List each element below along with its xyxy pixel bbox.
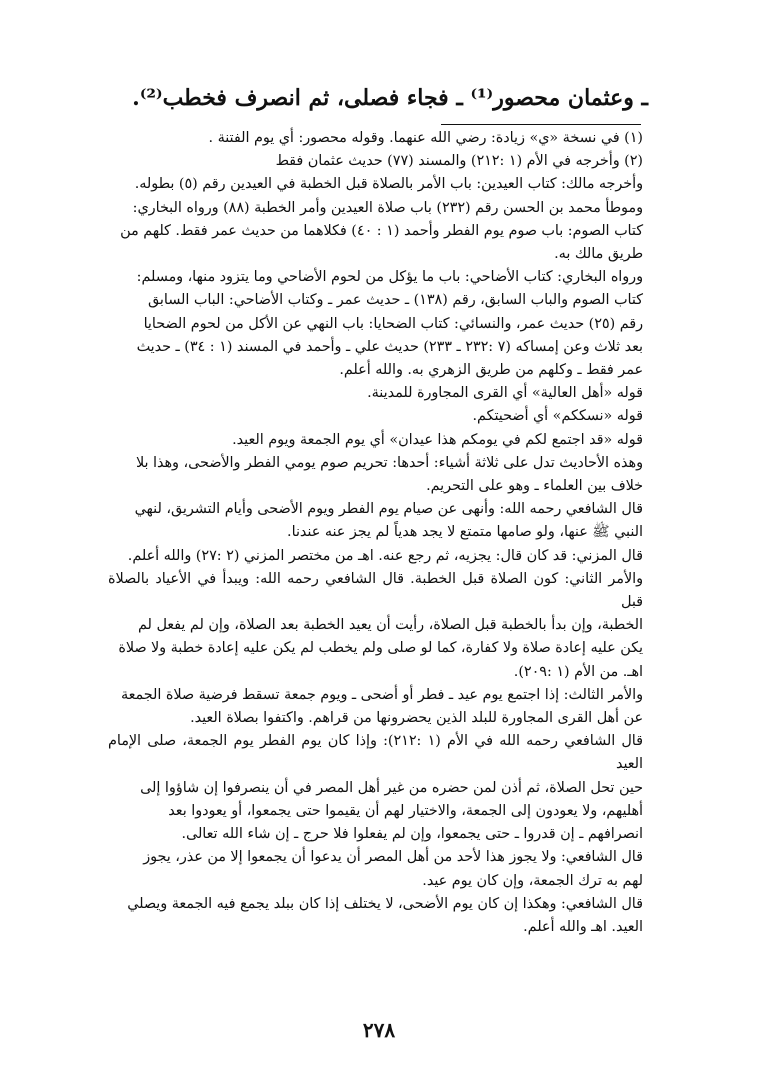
footnote-line: ورواه البخاري: كتاب الأضاحي: باب ما يؤكل من لحوم الأضاحي وما يتزود منها، ومسلم: [136,269,643,286]
footnote-line: طريق مالك به. [554,246,643,263]
footnote-line: والأمر الثالث: إذا اجتمع يوم عيد ـ فطر أو أضحى ـ ويوم جمعة تسقط فرضية صلاة الجمعة [120,686,643,703]
footnote-line: خلاف بين العلماء ـ وهو على التحريم. [426,478,643,495]
footnote-line: وأخرجه مالك: كتاب العيدين: باب الأمر بالصلاة قبل الخطبة في العيدين رقم (٥) بطوله. [134,176,643,193]
footnote-separator [441,124,641,125]
footnote-line: قوله «نسككم» أي أضحيتكم. [472,408,643,425]
footnote-line: (١) في نسخة «ي» زيادة: رضي الله عنهما. وقوله محصور: أي يوم الفتنة . [208,130,643,146]
footnote-line: اهـ. من الأم (١ :٢٠٩). [513,663,643,680]
footnote-line: كتاب الصوم: باب صوم يوم الفطر وأحمد (١ : ٤٠) فكلاهما من حديث عمر فقط. كلهم من [120,222,643,239]
footnote-line: عن أهل القرى المجاورة للبلد الذين يحضرونها من قراهم. واكتفوا بصلاة العيد. [190,710,643,727]
footnote-line: يكن عليه إعادة صلاة ولا كفارة، كما لو صلى ولم يخطب لم يكن عليه إعادة خطبة ولا صلاة [118,640,643,657]
footnote-line: لهم به ترك الجمعة، وإن كان يوم عيد. [422,872,643,889]
footnote-line: قوله «قد اجتمع لكم في يومكم هذا عيدان» أي يوم الجمعة ويوم العيد. [232,431,643,448]
footnote-line: رقم (٢٥) حديث عمر، والنسائي: كتاب الضحايا: باب النهي عن الأكل من لحوم الضحايا [143,315,643,332]
footnote-line: والأمر الثاني: كون الصلاة قبل الخطبة. قال الشافعي رحمه الله: ويبدأ في الأعياد بالصلاة قبل [108,570,643,611]
footnote-line: قال المزني: قد كان قال: يجزيه، ثم رجع عنه. اهـ من مختصر المزني (٢ :٢٧) والله أعلم. [127,547,643,564]
page-number: ٢٧٨ [362,1018,396,1042]
footnote-line: قال الشافعي: ولا يجوز هذا لأحد من أهل المصر أن يدعوا أن يجمعوا إلا من عذر، يجوز [143,849,643,866]
footnote-line: العيد. اهـ والله أعلم. [523,918,643,935]
footnote-line: وهذه الأحاديث تدل على ثلاثة أشياء: أحدها: تحريم صوم يومي الفطر والأضحى، وهذا بلا [135,454,643,471]
footnote-line: وموطأ محمد بن الحسن رقم (٢٣٢) باب صلاة العيدين وأمر الخطبة (٨٨) ورواه البخاري: [132,199,643,216]
footnote-line: (٢) وأخرجه في الأم (١ :٢١٢) والمسند (٧٧) حديث عثمان فقط [275,153,643,170]
footnote-line: بعد ثلاث وعن إمساكه (٧ :٢٣٢ ـ ٢٣٣) حديث علي ـ وأحمد في المسند (١ : ٣٤) ـ حديث [136,338,643,355]
footnote-line: الخطبة، وإن بدأ بالخطبة قبل الصلاة، رأيت أن يعيد الخطبة بعد الصلاة، وإن لم يفعل لم [138,617,643,634]
footnote-line: قوله «أهل العالية» أي القرى المجاورة للمدينة. [367,385,643,402]
footnote-line: قال الشافعي رحمه الله: وأنهى عن صيام يوم الفطر ويوم الأضحى وأيام التشريق، لنهي [134,501,643,518]
footnote-line: النبي ﷺ عنها، ولو صامها متمتع لا يجد هدياً لم يجز عنه عندنا. [287,524,643,541]
footnote-line: قال الشافعي رحمه الله في الأم (١ :٢١٢): وإذا كان يوم الفطر يوم الجمعة، صلى الإمام العيد [108,733,643,773]
main-text-line: ـ وعثمان محصور⁽¹⁾ ـ فجاء فصلى، ثم انصرف فخطب⁽²⁾. [132,85,648,111]
footnote-line: كتاب الصوم والباب السابق، رقم (١٣٨) ـ حديث عمر ـ وكتاب الأضاحي: الباب السابق [147,292,643,309]
footnote-line: انصرافهم ـ إن قدروا ـ حتى يجمعوا، وإن لم يفعلوا فلا حرج ـ إن شاء الله تعالى. [181,826,643,843]
footnotes-block [108,127,643,939]
footnote-line: أهليهم، ولا يعودون إلى الجمعة، والاختيار لهم أن يقيموا حتى يجمعوا، أو يعودوا بعد [168,802,643,819]
footnote-line: عمر فقط ـ وكلهم من طريق الزهري به. والله أعلم. [339,362,643,379]
footnote-line: حين تحل الصلاة، ثم أذن لمن حضره من غير أهل المصر في أن ينصرفوا إن شاؤوا إلى [140,779,643,796]
footnote-line: قال الشافعي: وهكذا إن كان يوم الأضحى، لا يختلف إذا كان ببلد يجمع فيه الجمعة ويصلي [127,895,643,912]
